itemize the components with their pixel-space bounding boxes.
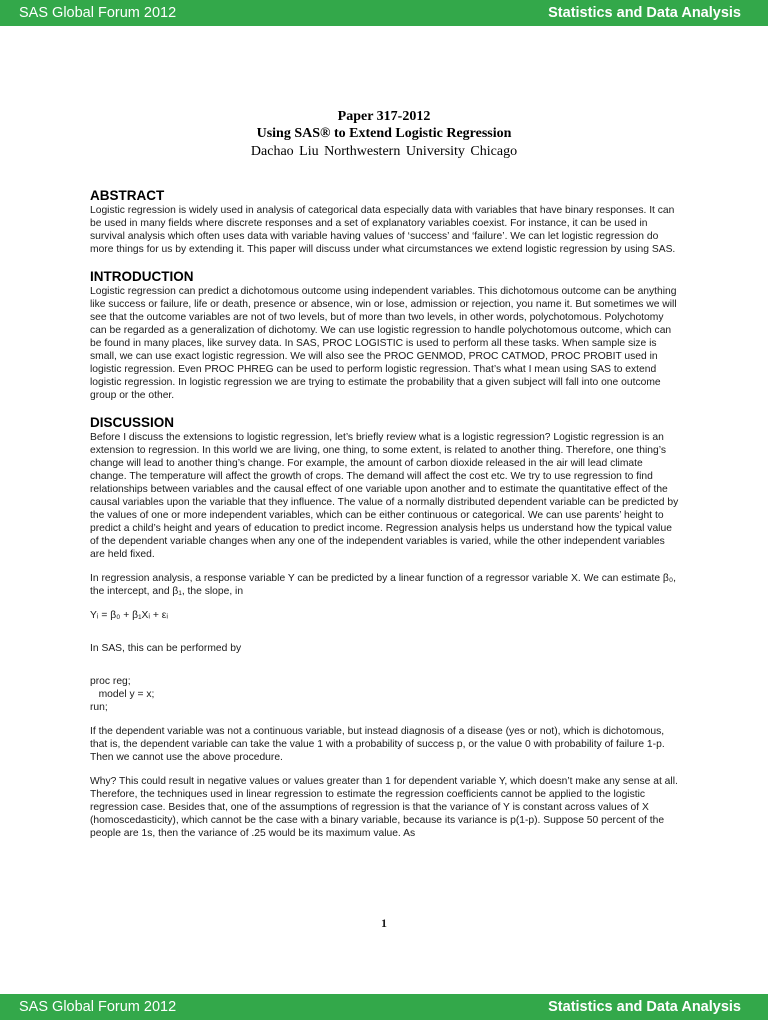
footer-banner bbox=[0, 994, 768, 1020]
discussion-heading: DISCUSSION bbox=[90, 415, 175, 430]
abstract-text: Logistic regression is widely used in analysis of categorical data especially data with variables that have binary responses. It can be used in many fields where discrete responses and a set of explanatory variables coexist. For instance, it can be used in survival analysis which often uses data with variable having values of ‘success’ and ‘failure’. We can let logistic regression do more things for us by extending it. This paper will discuss under what circumstances we extend logistic regression by using SAS. bbox=[90, 205, 676, 255]
paper-body bbox=[90, 188, 680, 840]
discussion-paragraph-3: In SAS, this can be performed by bbox=[90, 643, 242, 654]
page-number: 1 bbox=[381, 916, 387, 930]
paper-title: Using SAS® to Extend Logistic Regression bbox=[256, 126, 512, 141]
abstract-heading: ABSTRACT bbox=[90, 188, 165, 203]
header-right-text: Statistics and Data Analysis bbox=[548, 5, 741, 21]
paper-number: Paper 317-2012 bbox=[337, 109, 431, 124]
title-block bbox=[0, 108, 768, 161]
footer-right-text: Statistics and Data Analysis bbox=[548, 999, 741, 1015]
discussion-paragraph-1: Before I discuss the extensions to logistic regression, let’s briefly review what is a logistic regression? Logistic regression is an extension to regression. In this world we are living, one thing, to some extent, is related to another thing. Therefore, one thing’s change will lead to another thing’s change. For example, the amount of carbon dioxide released in the air will lead climate change. The temperature will affect the growth of crops. The demand will affect the cost etc. We try to use regression to find relationships between variables and the causal effect of one variable upon another and to estimate the quantitative effect of the causal variables upon the variable that they influence. The value of a normally distributed dependent variable can be predicted by the values of one or more independent variables, which can be either continuous or categorical. We can use parents’ height to predict a child’s height and years of education to predict income. Regression analysis helps us understand how the typical value of the dependent variable changes when any one of the independent variables is varied, while the other independent variables are held fixed. bbox=[90, 432, 679, 560]
introduction-heading: INTRODUCTION bbox=[90, 269, 194, 284]
footer-left-text: SAS Global Forum 2012 bbox=[19, 999, 177, 1015]
introduction-text: Logistic regression can predict a dichotomous outcome using independent variables. This dichotomous outcome can be anything like success or failure, life or death, presence or absence, win or lose, admission or rejection, you name it. But sometimes we will see that the outcome variables are not of two levels, but of more than two levels, in other words, polychotomous. Polychotomy can be regarded as a generalization of dichotomy. We can use logistic regression to handle polychotomous outcome, which can be found in many places, like survey data. In SAS, PROC LOGISTIC is used to perform all these tasks. When sample size is small, we can use exact logistic regression. We will also see the PROC GENMOD, PROC CATMOD, PROC PROBIT used in logistic regression. Even PROC PHREG can be used to perform logistic regression. That’s what I mean using SAS to extend logistic regression. In logistic regression we are trying to estimate the probability that a given subject will fall into one outcome group or the other. bbox=[90, 286, 677, 401]
author-line: Dachao Liu Northwestern University Chicago bbox=[250, 144, 518, 159]
sas-code-block: proc reg; model y = x; run; bbox=[90, 676, 155, 713]
header-left-text: SAS Global Forum 2012 bbox=[19, 5, 177, 21]
regression-formula: Yᵢ = β₀ + β₁Xᵢ + εᵢ bbox=[90, 610, 168, 621]
discussion-paragraph-5: Why? This could result in negative values or values greater than 1 for dependent variable Y, which doesn’t make any sense at all. Therefore, the techniques used in linear regression to estimate the regression coefficients cannot be applied to the logistic regression case. Besides that, one of the assumptions of regression is that the variance of Y is constant across values of X (homoscedasticity), which cannot be the case with a binary variable, because its variance is p(1-p). Suppose 50 percent of the people are 1s, then the variance of .25 would be its maximum value. As bbox=[90, 776, 678, 839]
discussion-paragraph-4: If the dependent variable was not a continuous variable, but instead diagnosis of a disease (yes or not), which is dichotomous, that is, the dependent variable can take the value 1 with a probability of success p, or the value 0 with probability of failure 1-p. Then we cannot use the above procedure. bbox=[90, 726, 665, 763]
discussion-paragraph-2: In regression analysis, a response variable Y can be predicted by a linear function of a regressor variable X. We can estimate β₀, the intercept, and β₁, the slope, in bbox=[90, 573, 676, 597]
header-banner bbox=[0, 0, 768, 26]
